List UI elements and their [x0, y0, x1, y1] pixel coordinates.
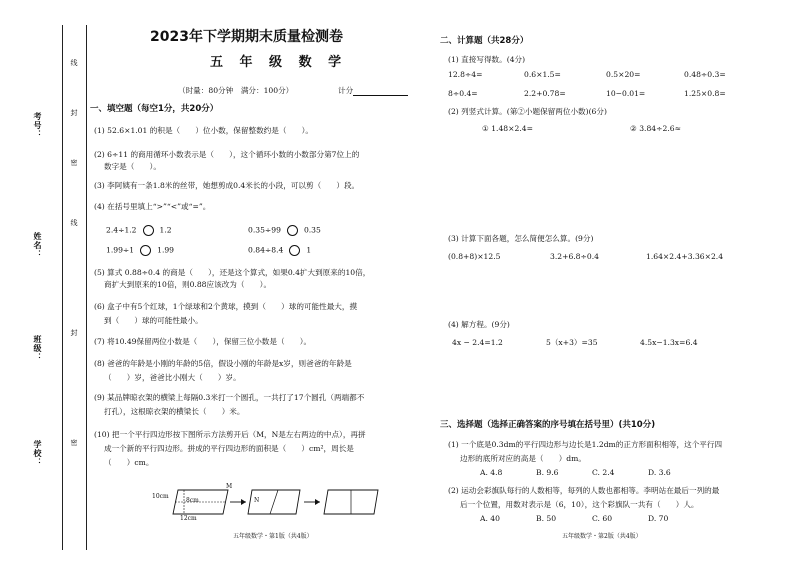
question-line: (4) 在括号里填上“>”“<”或“=”。	[94, 202, 211, 211]
figure-height-label: 8cm	[186, 497, 199, 504]
direct-calc: 1.25×0.8=	[684, 89, 726, 98]
figure-width-label: 10cm	[152, 493, 169, 500]
direct-calc: 8÷0.4=	[448, 89, 478, 98]
calc-q1: (1) 直接写得数。(4分)	[448, 55, 526, 64]
calc-q4: (4) 解方程。(9分)	[448, 320, 510, 329]
choice-option[interactable]: B. 9.6	[536, 468, 559, 477]
choice-option[interactable]: D. 70	[648, 514, 669, 523]
vertical-calc: ① 1.48×2.4=	[482, 124, 533, 133]
footer-left: 五年级数学・第1版（共4版）	[233, 533, 313, 540]
seal-char: 密	[70, 439, 78, 447]
score-label: 计分	[338, 86, 408, 96]
section3-heading: 三、选择题（选择正确答案的序号填在括号里）(共10分)	[440, 420, 656, 430]
seal-char: 封	[70, 109, 78, 117]
school-label: 学校：	[33, 440, 42, 467]
figure-base-label: 12cm	[180, 515, 197, 522]
question-line: (8) 爸爸的年龄是小刚的年龄的5倍，假设小刚的年龄是x岁，则爸爸的年龄是	[94, 359, 352, 368]
compare-item: 1.99÷1 1.99	[106, 245, 175, 255]
choice-option[interactable]: C. 2.4	[592, 468, 615, 477]
direct-calc: 0.5×20=	[606, 70, 641, 79]
exam-number-label: 考号：	[33, 112, 42, 139]
choice-q2-line: (2) 运动会彩旗队每行的人数相等，每列的人数也都相等。李明站在最后一列的最	[448, 486, 720, 495]
equation: 4x − 2.4=1.2	[452, 338, 503, 347]
exam-meta: （时量：80分钟 满分：100分）	[178, 86, 294, 95]
question-line: (9) 某品牌晾衣架的横梁上每隔0.3米打一个圆孔，一共打了17个圆孔（两端都不	[94, 393, 365, 402]
seal-char: 线	[70, 59, 78, 67]
question-line: (6) 盒子中有5个红球，1个绿球和2个黄球，摸到（ ）球的可能性最大，摸	[94, 302, 358, 311]
choice-option[interactable]: B. 50	[536, 514, 557, 523]
class-label: 班级：	[33, 335, 42, 362]
question-line: 打孔），这根晾衣架的横梁长（ ）米。	[104, 407, 245, 416]
equation: 5（x+3）=35	[546, 338, 598, 347]
section2-heading: 二、计算题（共28分）	[440, 36, 529, 46]
question-line: (7) 将10.49保留两位小数是（ ），保留三位小数是（ ）。	[94, 337, 312, 346]
question-line: (3) 李阿姨有一条1.8米的丝带，她想剪成0.4米长的小段，可以剪（ ）段。	[94, 181, 360, 190]
choice-option[interactable]: A. 4.8	[480, 468, 503, 477]
question-line: 到（ ）球的可能性最小。	[104, 316, 203, 325]
question-line: (1) 52.6×1.01 的积是（ ）位小数，保留整数约是（ ）。	[94, 126, 314, 135]
direct-calc: 0.6×1.5=	[524, 70, 561, 79]
figure-n-label: N	[254, 497, 260, 504]
seal-char: 封	[70, 329, 78, 337]
simplify-calc: 1.64×2.4+3.36×2.4	[646, 252, 724, 261]
choice-q2-line: 后一个位置，用数对表示是（6，10），这个彩旗队一共有（ ）人。	[460, 500, 699, 509]
compare-circle[interactable]	[289, 245, 300, 256]
choice-option[interactable]: A. 40	[480, 514, 500, 523]
direct-calc: 10−0.01=	[606, 89, 646, 98]
question-line: 商扩大到原来的10倍，则0.88应该改为（ ）。	[104, 280, 272, 289]
choice-option[interactable]: D. 3.6	[648, 468, 671, 477]
compare-circle[interactable]	[140, 245, 151, 256]
figure-m-label: M	[226, 483, 233, 490]
simplify-calc: (0.8+8)×12.5	[448, 252, 501, 261]
seal-char: 密	[70, 159, 78, 167]
footer-right: 五年级数学・第2版（共4版）	[562, 533, 642, 540]
question-line: 数字是（ ）。	[104, 162, 161, 171]
seal-char: 线	[70, 219, 78, 227]
exam-subject: 五 年 级 数 学	[210, 55, 348, 70]
calc-q3: (3) 计算下面各题，怎么简便怎么算。(9分)	[448, 234, 594, 243]
question-line: (2) 6÷11 的商用循环小数表示是（ ），这个循环小数的小数部分第7位上的	[94, 150, 360, 159]
choice-option[interactable]: C. 60	[592, 514, 613, 523]
simplify-calc: 3.2+6.8÷0.4	[550, 252, 599, 261]
choice-q1-line: (1) 一个底是0.3dm的平行四边形与边长是1.2dm的正方形面积相等，这个平行四	[448, 440, 723, 449]
question-line: 成一个新的平行四边形。拼成的平行四边形的面积是（ ）cm²，周长是	[104, 444, 354, 453]
exam-title: 2023年下学期期末质量检测卷	[150, 29, 343, 45]
choice-q1-line: 边形的底所对应的高是（ ）dm。	[460, 454, 586, 463]
vertical-calc: ② 3.84÷2.6≈	[630, 124, 681, 133]
question-line: （ ）cm。	[104, 458, 154, 467]
direct-calc: 0.48÷0.3=	[684, 70, 726, 79]
question-line: (10) 把一个平行四边形按下图所示方法剪开后（M，N是左右两边的中点），再拼	[94, 430, 366, 439]
section1-heading: 一、填空题（每空1分，共20分）	[90, 104, 219, 114]
parallelogram-figure	[168, 486, 388, 526]
compare-item: 2.4÷1.2 1.2	[106, 225, 172, 235]
compare-circle[interactable]	[143, 225, 154, 236]
calc-q2: (2) 列竖式计算。(第②小题保留两位小数)(6分)	[448, 107, 607, 116]
compare-item: 0.84÷8.4 1	[248, 245, 312, 255]
question-line: （ ）岁，爸爸比小刚大（ ）岁。	[104, 373, 241, 382]
direct-calc: 12.8÷4=	[448, 70, 483, 79]
compare-item: 0.35÷99 0.35	[248, 225, 321, 235]
seal-strip	[61, 28, 87, 548]
equation: 4.5x−1.3x=6.4	[640, 338, 698, 347]
direct-calc: 2.2+0.78=	[524, 89, 566, 98]
name-label: 姓名：	[33, 232, 42, 259]
question-line: (5) 算式 0.88÷0.4 的商是（ ），还是这个算式，如果0.4扩大到原来的10倍，	[94, 268, 371, 277]
compare-circle[interactable]	[287, 225, 298, 236]
